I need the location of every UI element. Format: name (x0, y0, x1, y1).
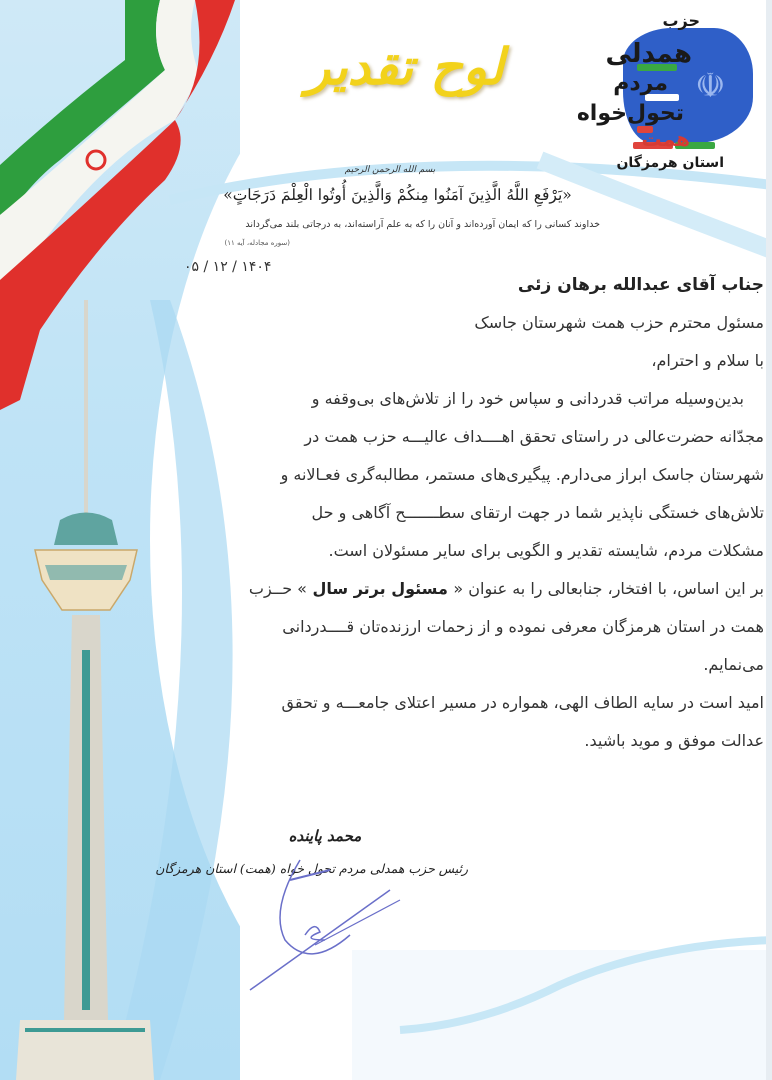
signatory-title: رئیس حزب همدلی مردم تحول خواه (همت) استان هرمزگان (155, 861, 468, 876)
logo-line-1: همدلی (605, 39, 692, 69)
award-outro: » حــزب (248, 579, 307, 598)
letter-body (232, 266, 764, 760)
signatory-name: محمد پاینده (288, 827, 362, 845)
verse-reference: (سوره مجادله، آیه ۱۱) (224, 239, 290, 247)
addressee: جناب آقای عبدالله برهان زئی (517, 275, 764, 295)
addressee-position: مسئول محترم حزب همت شهرستان جاسک (474, 313, 764, 332)
award-intro: بر این اساس، با افتخار، جنابعالی را به عنوان « (453, 579, 764, 598)
handwritten-signature-icon (230, 840, 430, 1000)
certificate-title: لوح تقدیر (306, 37, 504, 96)
milad-tower-icon (16, 300, 154, 1080)
certificate-date: ۱۴۰۴ / ۱۲ / ۰۵ (184, 259, 272, 275)
logo-line-2: مردم (613, 71, 668, 96)
swoosh-bottom (400, 940, 772, 1030)
paragraph-1-line: شهرستان جاسک ابراز می‌دارم. پیگیری‌های مستمر، مطالبه‌گری فعـالانه و (280, 465, 764, 484)
paragraph-3-line: امید است در سایه الطاف الهی، همواره در مسیر اعتلای جامعـــه و تحقق (281, 693, 764, 712)
logo-province: استان هرمزگان (616, 155, 724, 171)
logo-acronym: همت (641, 127, 690, 151)
paragraph-1-line: مشکلات مردم، شایسته تقدیر و الگویی برای سایر مسئولان است. (328, 541, 764, 560)
paragraph-2-line (232, 570, 764, 608)
bismillah: بسم الله الرحمن الرحیم (344, 165, 436, 175)
greeting: با سلام و احترام، (651, 351, 764, 370)
logo-party-word: حزب (662, 11, 700, 30)
award-title: مسئول برتر سال (306, 579, 454, 598)
paragraph-2-line: می‌نمایم. (703, 655, 764, 674)
quran-verse: «یَرْفَعِ اللَّهُ الَّذِینَ آمَنُوا مِنکُمْ وَالَّذِینَ أُوتُوا الْعِلْمَ دَرَجَاتٍ» (223, 186, 572, 204)
swoosh-left-blue (110, 300, 233, 1080)
party-logo (545, 6, 770, 181)
paragraph-1-line: تلاش‌های خستگی ناپذیر شما در جهت ارتقای سطـــــــح آگاهی و حل (311, 503, 764, 522)
iran-emblem-icon: ☫ (695, 66, 726, 106)
paragraph-3-line: عدالت موفق و موید باشید. (584, 731, 764, 750)
logo-line-3: تحول‌خواه (576, 101, 684, 126)
paragraph-2-line: همت در استان هرمزگان معرفی نموده و از زحمات ارزنده‌تان قــــدردانی (282, 617, 764, 636)
paragraph-1-line: بدین‌وسیله مراتب قدردانی و سپاس خود را از تلاش‌های بی‌وقفه و (311, 389, 744, 408)
paragraph-1-line: مجدّانه حضرت‌عالی در راستای تحقق اهــــداف عالیـــه حزب همت در (304, 427, 764, 446)
verse-translation: خداوند کسانی را که ایمان آورده‌اند و آنان را که به علم آراسته‌اند، به درجاتی بلند می‌گرداند (245, 219, 600, 230)
